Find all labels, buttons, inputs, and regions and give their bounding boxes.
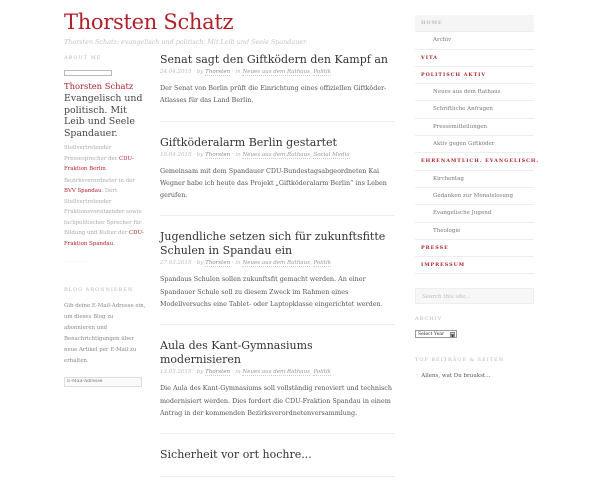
site-description: Thorsten Schatz: evangelisch und politisch. Mit Leib und Seele Spandauer. <box>64 38 308 46</box>
nav-item-politisch-aktiv[interactable]: POLITISCH AKTIV <box>415 67 534 84</box>
post-title[interactable]: Jugendliche setzen sich für zukunftsfitte Schulen in Spandau ein <box>160 230 386 258</box>
post-item <box>160 136 395 217</box>
archive-widget-title: ARCHIV <box>415 316 443 323</box>
by-label: by <box>196 369 204 376</box>
cdu-fraktion-berlin-link[interactable]: CDU-Fraktion Berlin <box>64 155 134 172</box>
post-title[interactable]: Giftköderalarm Berlin gestartet <box>160 135 337 149</box>
post-title[interactable]: Aula des Kant-Gymnasiums modernisieren <box>160 339 313 367</box>
by-label: by <box>196 151 204 158</box>
category-link[interactable]: Neues aus dem Rathaus <box>242 369 310 376</box>
post-meta: 10.04.2015 · by Thorsten · in Neues aus dem Rathaus, Social Media <box>160 151 350 158</box>
about-image-placeholder <box>64 70 112 76</box>
about-widget-title: ABOUT ME <box>64 55 102 61</box>
post-date: 24.04.2015 <box>160 69 192 75</box>
bvv-spandau-link[interactable]: BVV Spandau <box>64 188 102 194</box>
nav-item-gedanken-zur-monatslosung[interactable]: Gedanken zur Monatslosung <box>415 188 534 205</box>
author-link[interactable]: Thorsten <box>205 151 231 158</box>
nav-item-presse[interactable]: PRESSE <box>415 240 534 257</box>
about-tagline: Evangelisch und politisch. Mit Leib und Seele Spandauer. <box>64 93 143 139</box>
nav-item-neues-aus-dem-rathaus[interactable]: Neues aus dem Rathaus <box>415 84 534 101</box>
in-label: in <box>235 369 241 376</box>
about-text-segment: . Dort Stellvertretender Fraktionsvorsitzender sowie fachpolitischer Sprecher für Bildung und Kultur der <box>64 188 142 236</box>
in-label: in <box>235 69 241 75</box>
post-list <box>160 53 395 491</box>
post-date: 27.03.2015 <box>160 260 192 267</box>
top-posts-widget-title: TOP BEITRÄGE & SEITEN <box>415 357 505 364</box>
site-title[interactable]: Thorsten Schatz <box>64 10 234 34</box>
post-excerpt: Spandaus Schulen sollen zukunftsfit gemacht werden. An einer Spandauer Schule soll zu diesem Zweck im Rahmen eines Modellversuchs eine Tablet- oder Laptopklasse eingerichtet werden. <box>160 275 383 309</box>
cdu-fraktion-spandau-link[interactable]: CDU-Fraktion Spandau <box>64 230 144 247</box>
post-meta: 13.03.2015 · by Thorsten · in Neues aus dem Rathaus, Politik <box>160 369 332 376</box>
in-label: in <box>235 151 241 158</box>
email-input[interactable] <box>64 377 142 387</box>
about-text-segment: Bezirksverordneter in der <box>64 177 135 184</box>
left-sidebar <box>64 55 146 387</box>
subscribe-widget-title: BLOG ABONNIEREN <box>64 287 134 293</box>
year-select-value: Select Year <box>418 332 445 338</box>
about-text-segment: . <box>105 166 108 172</box>
post-item <box>160 448 395 477</box>
post-excerpt: Gemeinsam mit dem Spandauer CDU-Bundestagsabgeordneten Kai Wegner habe ich heute das Projekt „Giftköderalarm Berlin“ ins Leben gerufen. <box>160 166 387 200</box>
year-select[interactable] <box>415 330 457 338</box>
nav-item-impressum[interactable]: IMPRESSUM <box>415 257 534 274</box>
about-name: Thorsten Schatz <box>64 81 134 91</box>
post-item <box>160 230 395 325</box>
category-link[interactable]: Politik <box>313 69 332 75</box>
post-meta: 24.04.2015 · by Thorsten · in Neues aus dem Rathaus, Politik <box>160 69 332 75</box>
top-posts-list <box>415 373 534 379</box>
bullet-icon: ◦ <box>415 373 419 380</box>
post-date: 13.03.2015 <box>160 369 192 376</box>
category-link[interactable]: Social Media <box>313 151 350 158</box>
nav-item-vita[interactable]: VITA <box>415 50 534 67</box>
by-label: by <box>196 260 204 267</box>
post-item <box>160 339 395 434</box>
nav-item-pressemitteilungen[interactable]: Pressemitteilungen <box>415 119 534 136</box>
author-link[interactable]: Thorsten <box>205 69 231 75</box>
right-sidebar <box>415 15 540 380</box>
search-input[interactable]: Search this site... <box>415 288 534 304</box>
post-item <box>160 53 395 122</box>
top-post-item[interactable] <box>415 373 534 379</box>
post-excerpt: Die Aula des Kant-Gymnasiums soll vollständig renoviert und technisch modernisiert werden. Dies fordert die CDU-Fraktion Spandau in einem Antrag in der kommenden Bezirksverordnetenversammlung. <box>160 384 392 417</box>
nav-item-evangelische-jugend[interactable]: Evangelische Jugend <box>415 205 534 222</box>
category-link[interactable]: Neues aus dem Rathaus <box>242 260 310 267</box>
category-link[interactable]: Neues aus dem Rathaus <box>242 151 310 158</box>
in-label: in <box>235 260 241 267</box>
subscribe-text: Gib deine E-Mail-Adresse ein, um dieses Blog zu abonnieren und Benachrichtigungen über neue Artikel per E-Mail zu erhalten. <box>64 303 146 364</box>
post-excerpt: Der Senat von Berlin prüft die Einrichtung eines offiziellen Giftköder-Atlasses für das Land Berlin. <box>160 84 387 105</box>
dropdown-arrow-icon: ▼ <box>451 333 455 339</box>
nav-item-schriftliche-anfragen[interactable]: Schriftliche Anfragen <box>415 101 534 118</box>
nav-item-theologie[interactable]: Theologie <box>415 223 534 240</box>
author-link[interactable]: Thorsten <box>205 260 231 267</box>
main-navigation <box>415 15 540 274</box>
about-text-segment: Stellvertretender Pressesprecher der <box>64 145 120 162</box>
nav-item-archiv[interactable]: Archiv <box>415 32 534 49</box>
nav-item-aktiv-gegen-giftkoeder[interactable]: Aktiv gegen Giftköder <box>415 136 534 153</box>
by-label: by <box>196 69 204 75</box>
author-link[interactable]: Thorsten <box>205 369 231 376</box>
post-title[interactable]: Sicherheit vor ort hochre... <box>160 448 312 462</box>
nav-item-home[interactable]: HOME <box>415 15 534 32</box>
category-link[interactable]: Neues aus dem Rathaus <box>242 69 310 75</box>
category-link[interactable]: Politik <box>313 369 332 376</box>
category-link[interactable]: Politik <box>313 260 332 267</box>
post-title[interactable]: Senat sagt den Giftködern den Kampf an <box>160 53 388 66</box>
post-date: 10.04.2015 <box>160 151 192 158</box>
about-text-segment: . <box>113 240 115 247</box>
post-meta: 27.03.2015 · by Thorsten · in Neues aus dem Rathaus, Politik <box>160 260 332 267</box>
nav-item-ehrenamtlich-evangelisch[interactable]: EHRENAMTLICH. EVANGELISCH. <box>415 153 534 170</box>
about-text <box>64 143 146 249</box>
divider-dots: ········· <box>64 259 88 265</box>
nav-item-kirchentag[interactable]: Kirchentag <box>415 171 534 188</box>
top-post-label: Allens, wat Du bruukst... <box>421 373 491 380</box>
